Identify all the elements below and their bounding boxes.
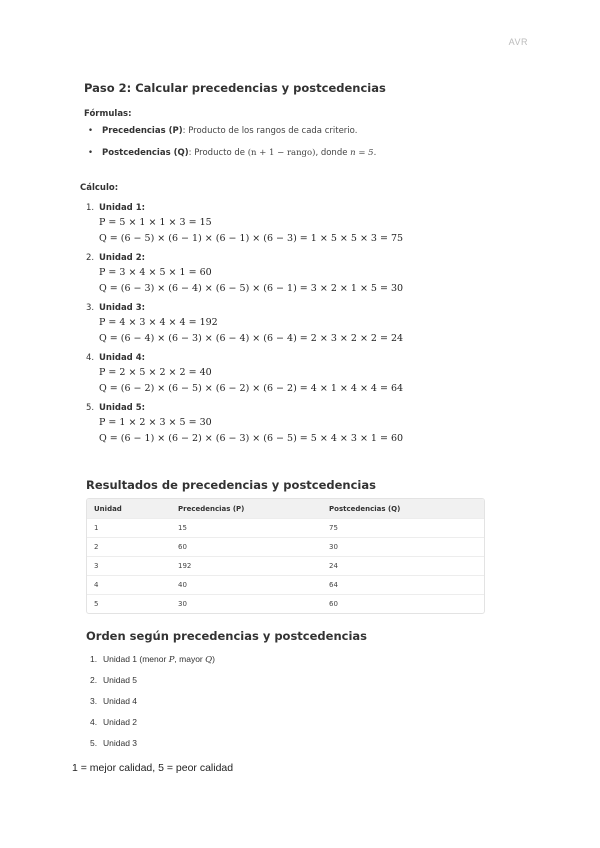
unit-number: 5. (86, 403, 95, 413)
q-equation: Q = (6 − 1) × (6 − 2) × (6 − 3) × (6 − 5) = 5 × 4 × 3 × 1 = 60 (99, 433, 404, 444)
unit-title (86, 301, 506, 315)
item-number: 5. (90, 738, 98, 748)
unit-calculation (86, 201, 506, 251)
item-note-var: Q (205, 655, 213, 665)
item-label: Unidad 3 (103, 738, 138, 748)
item-number: 4. (90, 717, 98, 727)
item-number: 2. (90, 675, 98, 685)
cell-unidad: 1 (87, 519, 171, 538)
ordering-title: Orden según precedencias y postcedencias (86, 629, 368, 643)
q-equation: Q = (6 − 4) × (6 − 3) × (6 − 4) × (6 − 4) = 2 × 3 × 2 × 2 = 24 (99, 333, 404, 344)
cell-postcedencias: 24 (322, 557, 484, 576)
cell-unidad: 4 (87, 576, 171, 595)
list-item (90, 736, 215, 757)
item-note-var: P (168, 655, 175, 665)
p-equation: P = 5 × 1 × 1 × 3 = 15 (99, 217, 212, 228)
step-title: Paso 2: Calcular precedencias y postcedencias (84, 81, 386, 95)
unit-name: Unidad 1: (99, 203, 146, 213)
item-note: (menor (137, 654, 169, 664)
cell-unidad: 2 (87, 538, 171, 557)
p-equation: P = 4 × 3 × 4 × 4 = 192 (99, 317, 218, 328)
item-note: ) (212, 654, 215, 664)
list-item (90, 652, 215, 673)
unit-name: Unidad 5: (99, 403, 146, 413)
unit-name: Unidad 3: (99, 303, 146, 313)
q-equation: Q = (6 − 5) × (6 − 1) × (6 − 1) × (6 − 3) = 1 × 5 × 5 × 3 = 75 (99, 233, 404, 244)
column-header-postcedencias: Postcedencias (Q) (322, 499, 484, 519)
unit-title (86, 351, 506, 365)
cell-precedencias: 60 (171, 538, 322, 557)
table-row (87, 519, 484, 538)
table-row (87, 557, 484, 576)
formula-text: Producto de (194, 148, 248, 158)
table-header-row (87, 499, 484, 519)
footer-note: 1 = mejor calidad, 5 = peor calidad (72, 762, 234, 774)
unit-calculation (86, 351, 506, 401)
unit-number: 2. (86, 253, 95, 263)
results-title: Resultados de precedencias y postcedencias (86, 478, 376, 492)
formula-term: Precedencias (P) (102, 126, 183, 136)
ordering-list (90, 652, 215, 757)
column-header-precedencias: Precedencias (P) (171, 499, 322, 519)
p-equation: P = 3 × 4 × 5 × 1 = 60 (99, 267, 212, 278)
formula-item-precedencias (88, 124, 376, 146)
cell-unidad: 3 (87, 557, 171, 576)
formula-term: Postcedencias (Q) (102, 148, 189, 158)
unit-name: Unidad 4: (99, 353, 146, 363)
cell-precedencias: 40 (171, 576, 322, 595)
formula-text: , donde (315, 148, 351, 158)
page-corner-label: AVR (508, 37, 528, 47)
formulas-list (88, 124, 376, 168)
unit-number: 1. (86, 203, 95, 213)
formula-item-postcedencias (88, 146, 376, 168)
unit-calculation (86, 301, 506, 351)
list-item (90, 694, 215, 715)
calculation-label: Cálculo: (80, 183, 119, 193)
formula-math: (n + 1 − rango) (247, 148, 316, 158)
formula-sep: : (188, 148, 195, 158)
p-equation: P = 1 × 2 × 3 × 5 = 30 (99, 417, 212, 428)
formula-text: . (373, 148, 377, 158)
unit-number: 3. (86, 303, 95, 313)
unit-title (86, 201, 506, 215)
list-item (90, 673, 215, 694)
cell-postcedencias: 64 (322, 576, 484, 595)
unit-calculation (86, 401, 506, 451)
q-equation: Q = (6 − 2) × (6 − 5) × (6 − 2) × (6 − 2) = 4 × 1 × 4 × 4 = 64 (99, 383, 404, 394)
unit-number: 4. (86, 353, 95, 363)
formula-sep: : (182, 126, 189, 136)
cell-precedencias: 30 (171, 595, 322, 614)
item-label: Unidad 4 (103, 696, 138, 706)
item-label: Unidad 1 (103, 654, 138, 664)
unit-name: Unidad 2: (99, 253, 146, 263)
unit-calculation (86, 251, 506, 301)
cell-precedencias: 192 (171, 557, 322, 576)
table-row (87, 576, 484, 595)
list-item (90, 715, 215, 736)
calculation-list (86, 201, 506, 451)
table-row (87, 595, 484, 614)
results-table (86, 498, 485, 614)
item-note: , mayor (174, 654, 206, 664)
q-equation: Q = (6 − 3) × (6 − 4) × (6 − 5) × (6 − 1) = 3 × 2 × 1 × 5 = 30 (99, 283, 404, 294)
unit-title (86, 401, 506, 415)
unit-title (86, 251, 506, 265)
cell-postcedencias: 30 (322, 538, 484, 557)
cell-unidad: 5 (87, 595, 171, 614)
column-header-unidad: Unidad (87, 499, 171, 519)
item-number: 3. (90, 696, 98, 706)
table-row (87, 538, 484, 557)
formula-text: Producto de los rangos de cada criterio. (188, 126, 358, 136)
formula-var: n = 5 (350, 148, 374, 158)
item-label: Unidad 5 (103, 675, 138, 685)
formulas-label: Fórmulas: (84, 109, 132, 119)
item-label: Unidad 2 (103, 717, 138, 727)
item-number: 1. (90, 654, 98, 664)
cell-precedencias: 15 (171, 519, 322, 538)
p-equation: P = 2 × 5 × 2 × 2 = 40 (99, 367, 212, 378)
cell-postcedencias: 60 (322, 595, 484, 614)
cell-postcedencias: 75 (322, 519, 484, 538)
